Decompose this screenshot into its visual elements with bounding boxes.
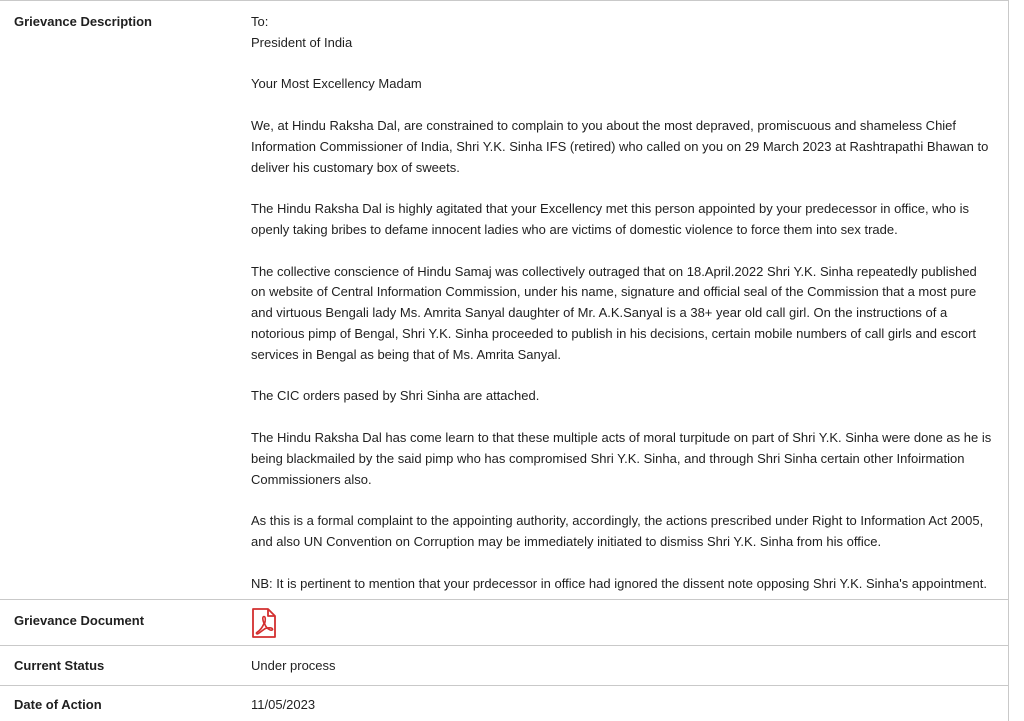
letter-paragraph: The Hindu Raksha Dal has come learn to that these multiple acts of moral turpitude on part of Shri Y.K. Sinha were done as he is being blackmailed by the said pimp who has compromised Shri Y.K. Sinha, and through Shri Sinha certain other Infoirmation Commissioners also. [251, 429, 992, 487]
date-of-action-label: Date of Action [14, 697, 102, 712]
letter-paragraph: The collective conscience of Hindu Samaj was collectively outraged that on 18.April.2022 Shri Y.K. Sinha repeatedly published on website of Central Information Commission, under his name, signature and official seal of the Commission that a most pure and virtuous Bengali lady Ms. Amrita Sanyal daughter of Mr. A.K.Sanyal is a 38+ year old call girl. On the instructions of a notorious pimp of Bengal, Shri Y.K. Sinha proceeded to publish in his decisions, certain mobile numbers of call girls and escort services in Bengal as being that of Ms. Amrita Sanyal. [251, 263, 977, 362]
current-status-value: Under process [251, 658, 336, 673]
current-status-row [0, 646, 1008, 686]
letter-paragraph: As this is a formal complaint to the appointing authority, accordingly, the actions prescribed under Right to Information Act 2005, and also UN Convention on Corruption may be immediately initiated to dismiss Shri Y.K. Sinha from his office. [251, 513, 984, 549]
current-status-label: Current Status [14, 658, 105, 673]
grievance-document-row [0, 600, 1008, 646]
date-of-action-value: 11/05/2023 [251, 697, 316, 712]
pdf-file-icon[interactable] [251, 608, 277, 638]
letter-to-line: To: [251, 14, 269, 29]
grievance-document-cell [251, 600, 1008, 645]
grievance-description-label: Grievance Description [14, 14, 152, 29]
letter-paragraph: The Hindu Raksha Dal is highly agitated that your Excellency met this person appointed by your predecessor in office, who is openly taking bribes to defame innocent ladies who are victims of domestic violence to force them into sex trade. [251, 201, 970, 237]
grievance-document-label: Grievance Document [14, 613, 145, 628]
letter-salutation: Your Most Excellency Madam [251, 76, 422, 92]
letter-recipient: President of India [251, 34, 353, 50]
grievance-description-text [251, 1, 1008, 599]
letter-paragraph: The CIC orders pased by Shri Sinha are attached. [251, 388, 540, 404]
letter-paragraph: We, at Hindu Raksha Dal, are constrained to complain to you about the most depraved, promiscuous and shameless Chief Information Commissioner of India, Shri Y.K. Sinha IFS (retired) who called on you on 29 March 2023 at Rashtrapathi Bhawan to deliver his customary box of sweets. [251, 117, 989, 175]
letter-paragraph: NB: It is pertinent to mention that your prdecessor in office had ignored the dissent note opposing Shri Y.K. Sinha's appointment. [251, 575, 987, 591]
grievance-description-row [0, 1, 1008, 600]
date-of-action-row [0, 686, 1008, 721]
